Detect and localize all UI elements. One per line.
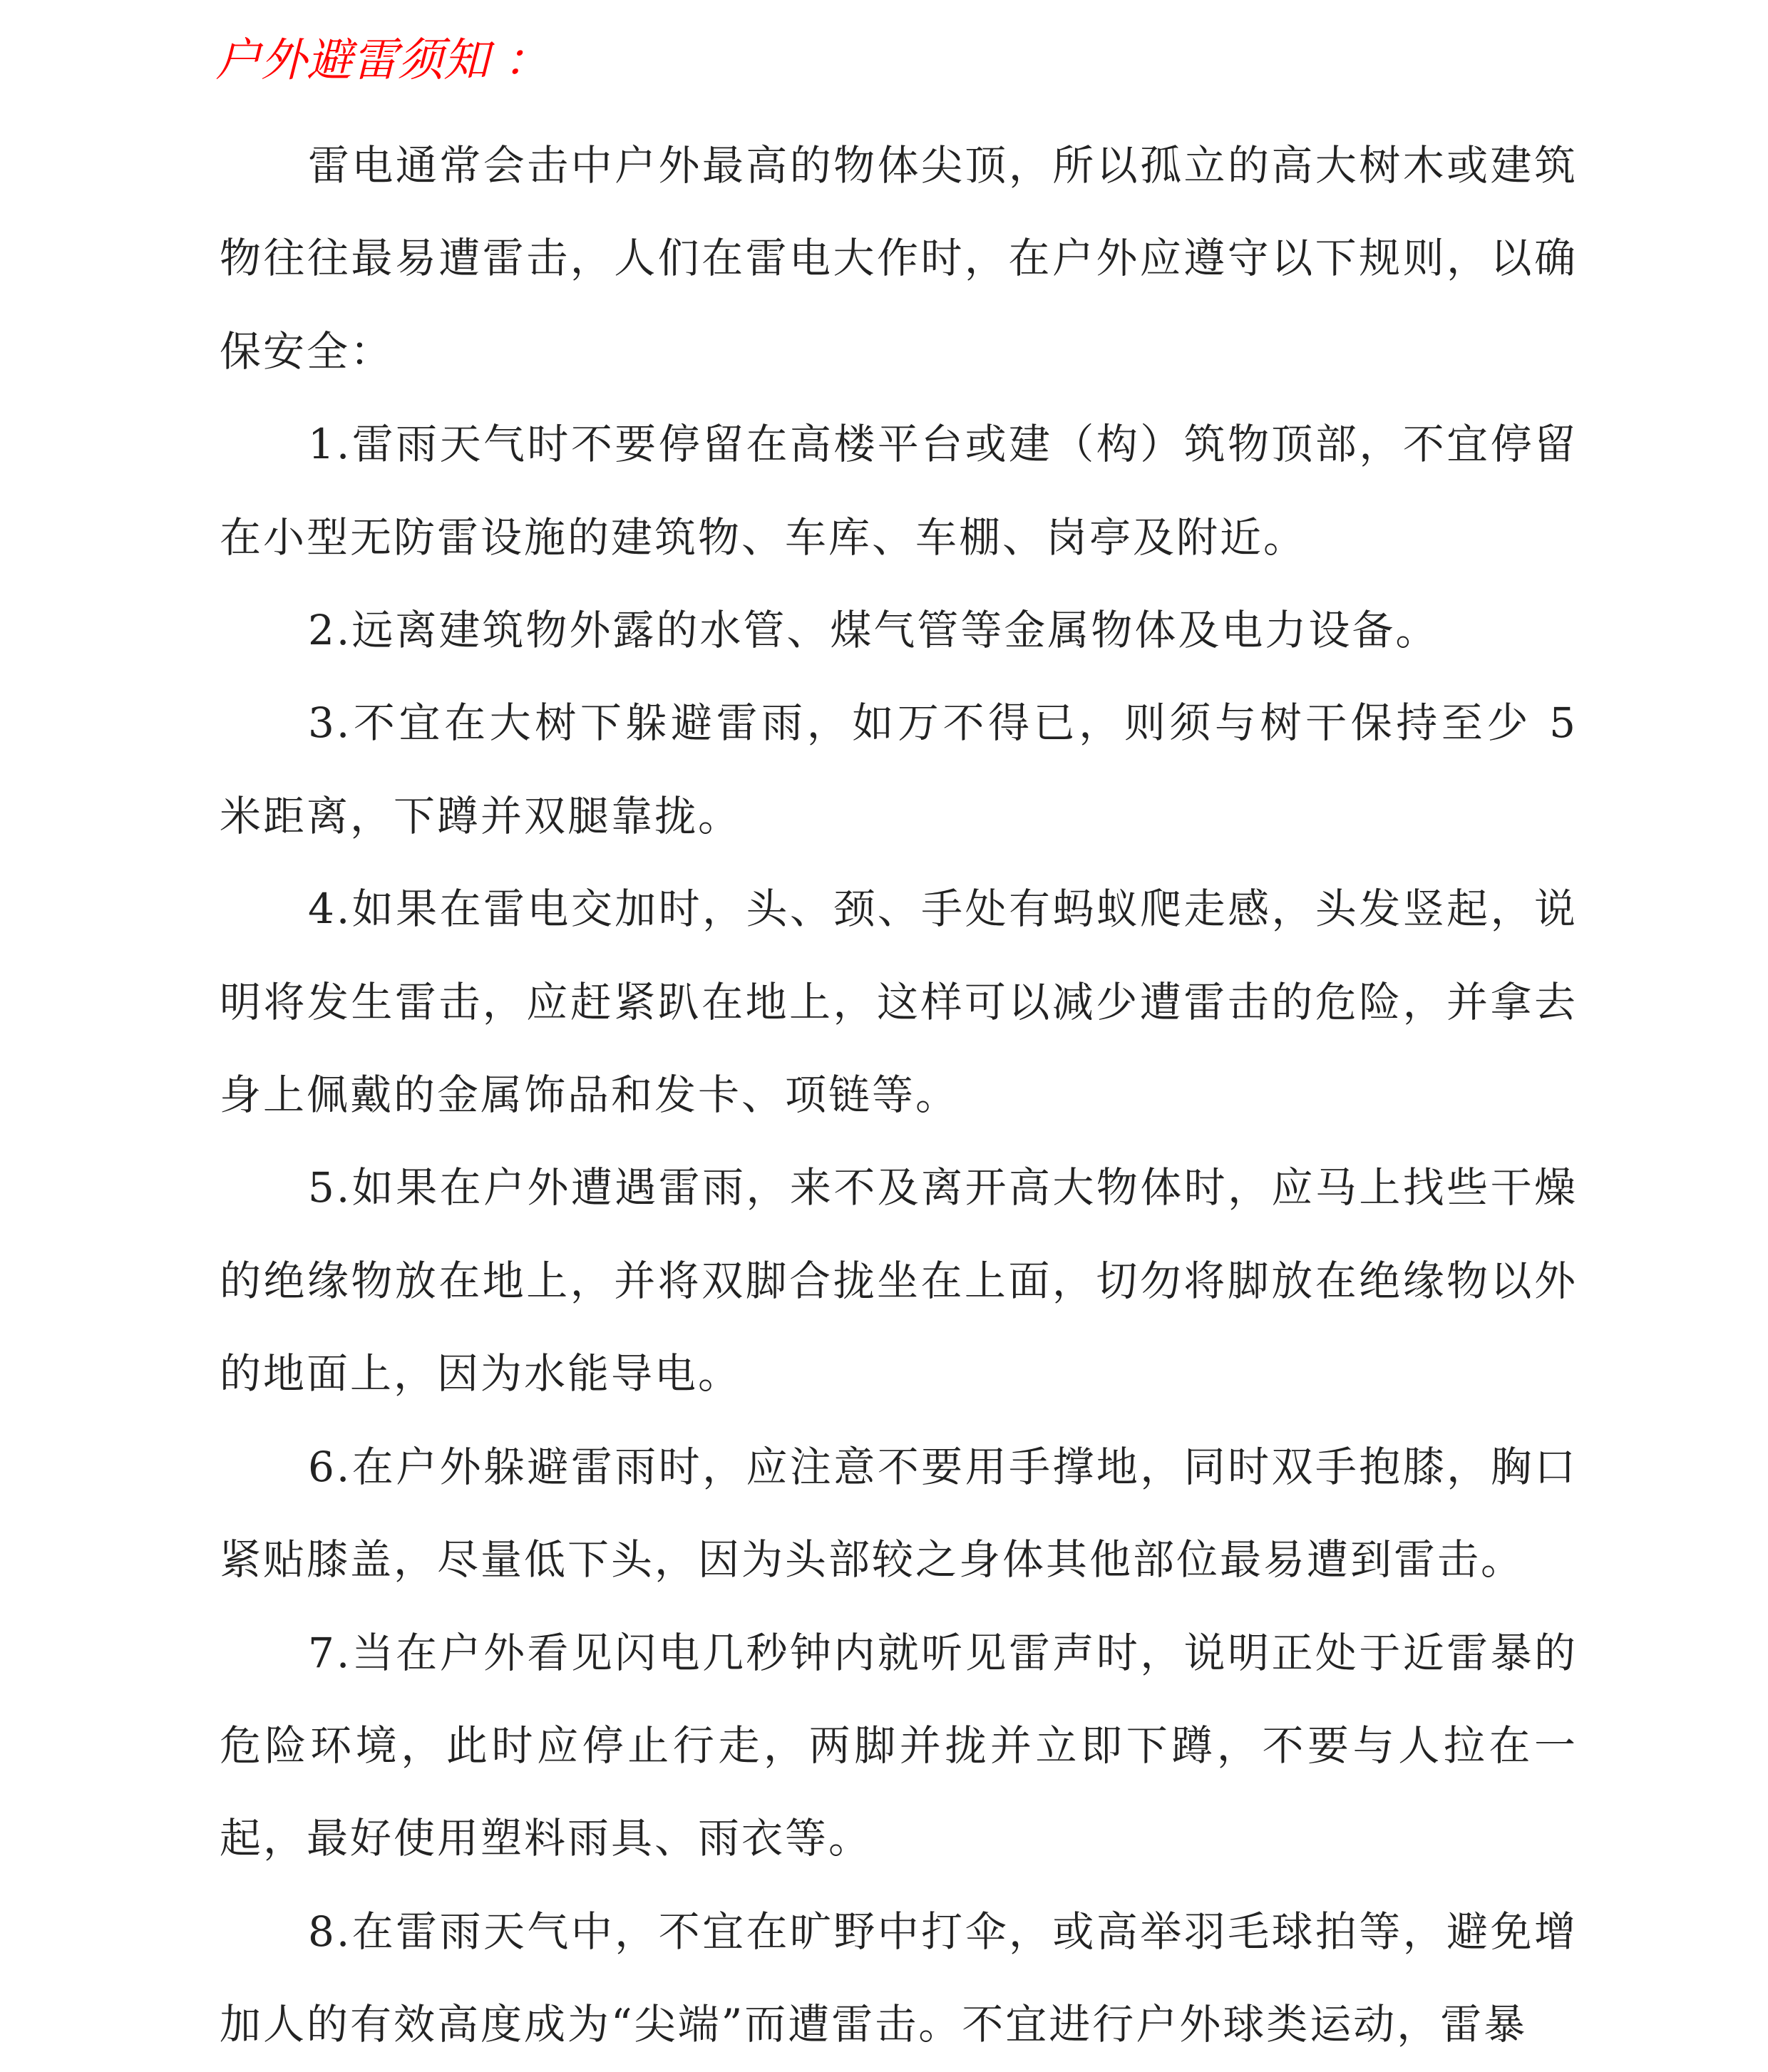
rule-paragraph-4: 4.如果在雷电交加时，头、颈、手处有蚂蚁爬走感，头发竖起，说明将发生雷击，应赶紧趴在地上，这样可以减少遭雷击的危险，并拿去身上佩戴的金属饰品和发卡、项链等。 [220, 885, 1578, 1120]
rule-paragraph-6: 6.在户外躲避雷雨时，应注意不要用手撑地，同时双手抱膝，胸口紧贴膝盖，尽量低下头，因为头部较之身体其他部位最易遭到雷击。 [220, 1442, 1578, 1584]
rule-paragraph-1: 1.雷雨天气时不要停留在高楼平台或建（构）筑物顶部，不宜停留在小型无防雷设施的建筑物、车库、车棚、岗亭及附近。 [220, 420, 1578, 562]
rule-paragraph-3: 3.不宜在大树下躲避雷雨，如万不得已，则须与树干保持至少 5 米距离，下蹲并双腿靠拢。 [220, 699, 1578, 840]
rule-paragraph-5: 5.如果在户外遭遇雷雨，来不及离开高大物体时，应马上找些干燥的绝缘物放在地上，并将双脚合拢坐在上面，切勿将脚放在绝缘物以外的地面上，因为水能导电。 [220, 1163, 1578, 1398]
rule-paragraph-7: 7.当在户外看见闪电几秒钟内就听见雷声时，说明正处于近雷暴的危险环境，此时应停止行走，两脚并拢并立即下蹲，不要与人拉在一起，最好使用塑料雨具、雨衣等。 [220, 1628, 1578, 1863]
document-title: 户外避雷须知 ： [215, 34, 550, 87]
document-body [220, 119, 1578, 2071]
rule-paragraph-8: 8.在雷雨天气中，不宜在旷野中打伞，或高举羽毛球拍等，避免增加人的有效高度成为“尖端”而遭雷击。不宜进行户外球类运动，雷暴 [220, 1907, 1578, 2049]
rule-paragraph-2: 2.远离建筑物外露的水管、煤气管等金属物体及电力设备。 [308, 606, 1439, 655]
intro-paragraph: 雷电通常会击中户外最高的物体尖顶，所以孤立的高大树木或建筑物往往最易遭雷击，人们在雷电大作时，在户外应遵守以下规则，以确保安全： [220, 141, 1578, 376]
